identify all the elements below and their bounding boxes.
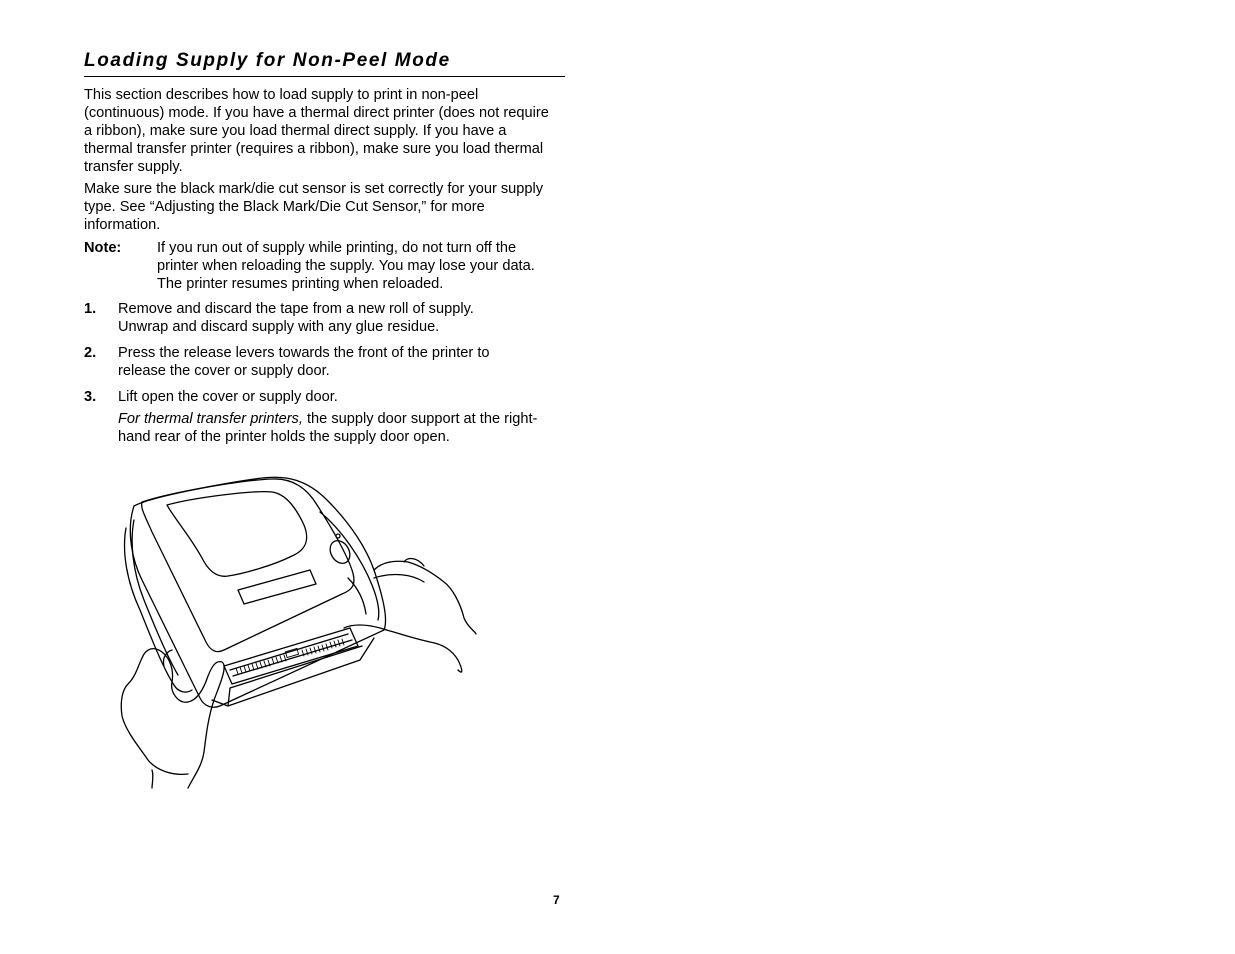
step-2-number: 2. bbox=[84, 345, 97, 361]
left-side-panel bbox=[125, 528, 192, 692]
intro-paragraph: This section describes how to load supply to print in non-peel (continuous) mode. If you have a thermal direct printer (does not require a ribbon), make sure you load thermal direct supply. If you have a thermal transfer printer (requires a ribbon), make sure you load thermal transfer supply. bbox=[84, 87, 549, 175]
step-1-text: Remove and discard the tape from a new roll of supply. Unwrap and discard supply with any glue residue. bbox=[118, 301, 474, 335]
step-1-number: 1. bbox=[84, 301, 97, 317]
printer-top-cover bbox=[142, 479, 354, 652]
note-label: Note: bbox=[84, 240, 122, 256]
step-3-detail bbox=[118, 410, 538, 446]
label-panel bbox=[238, 570, 316, 604]
sensor-paragraph: Make sure the black mark/die cut sensor is set correctly for your supply type. See “Adjusting the Black Mark/Die Cut Sensor,” for more information. bbox=[84, 181, 544, 233]
step-3-number: 3. bbox=[84, 389, 97, 405]
cover-window bbox=[167, 492, 307, 577]
step-3-detail-italic: For thermal transfer printers, bbox=[118, 411, 303, 427]
step-3-detail-text: the supply door support at the right-hand rear of the printer holds the supply door open. bbox=[118, 411, 538, 445]
printer-illustration bbox=[112, 470, 484, 792]
left-hand bbox=[121, 649, 224, 788]
note-text: If you run out of supply while printing, do not turn off the printer when reloading the supply. You may lose your data. The printer resumes printing when reloaded. bbox=[157, 240, 535, 292]
led-icon bbox=[336, 534, 340, 538]
step-3-text: Lift open the cover or supply door. bbox=[118, 389, 338, 405]
printer-body-outline bbox=[130, 477, 385, 707]
step-2-text: Press the release levers towards the front of the printer to release the cover or supply door. bbox=[118, 345, 490, 379]
page-number: 7 bbox=[553, 893, 560, 907]
side-bezel bbox=[320, 512, 379, 620]
section-heading: Loading Supply for Non-Peel Mode bbox=[84, 50, 451, 71]
heading-rule bbox=[84, 76, 565, 77]
